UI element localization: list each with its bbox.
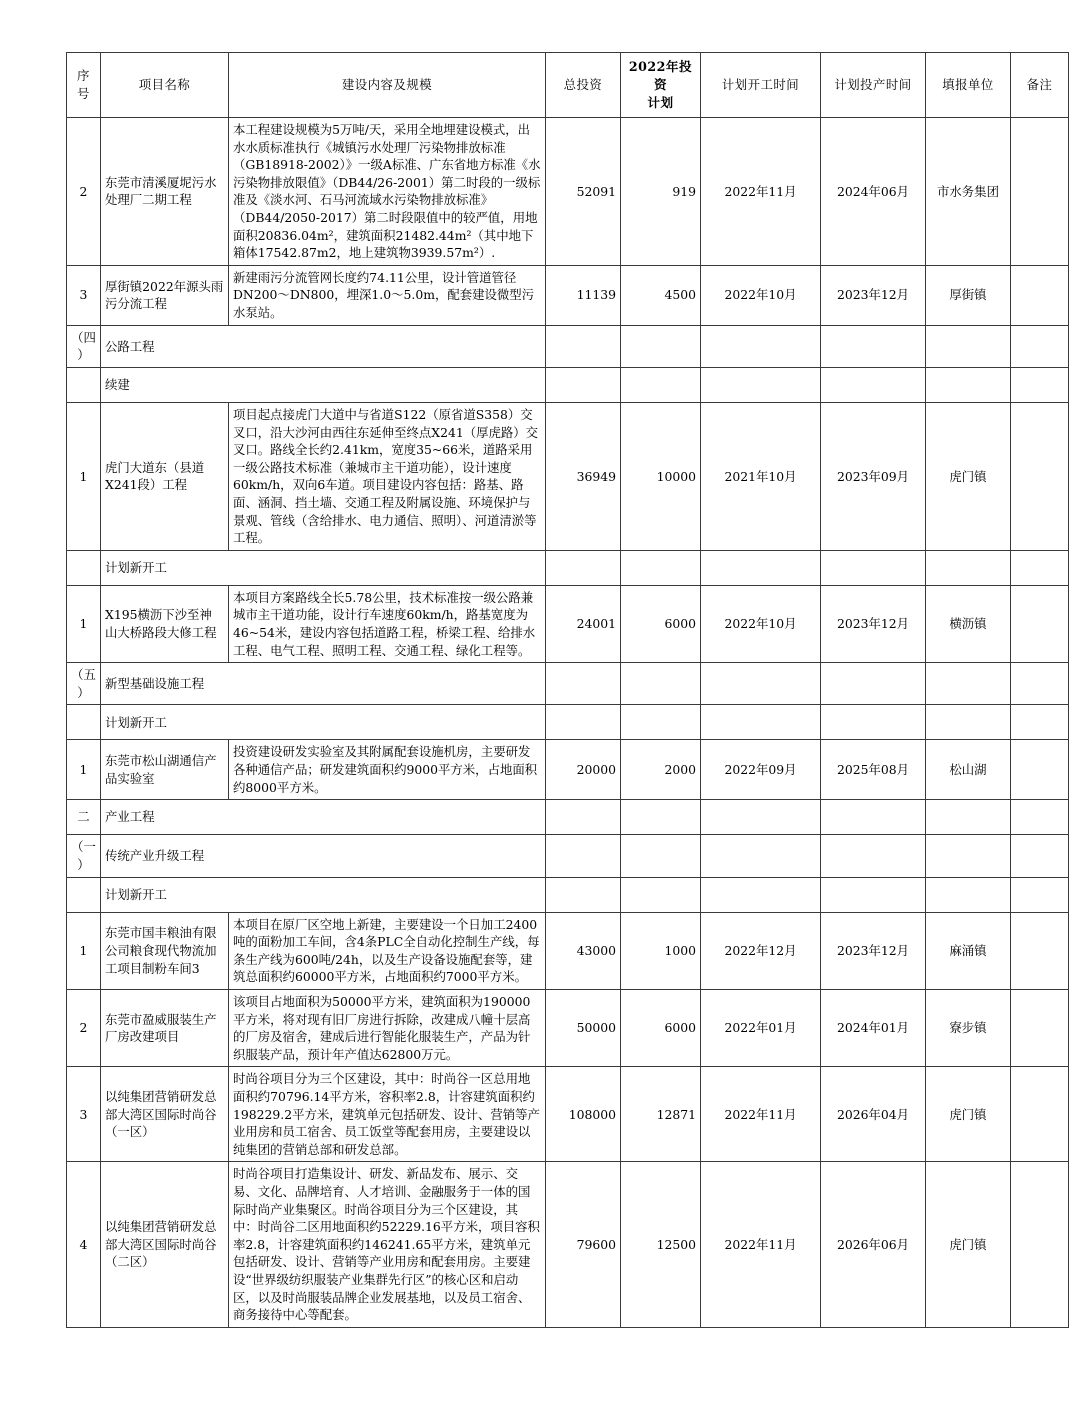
cell-reporting-unit: 横沥镇 <box>926 585 1011 662</box>
section-code: （四） <box>67 325 101 367</box>
cell-seq: 3 <box>67 1067 101 1162</box>
section-empty-unit <box>926 705 1011 740</box>
section-code <box>67 705 101 740</box>
column-header-seq: 序号 <box>67 53 101 118</box>
section-empty-start <box>701 835 821 877</box>
section-empty-prod <box>821 705 926 740</box>
cell-description: 新建雨污分流管网长度约74.11公里，设计管道管径DN200～DN800，埋深1.0～5.0m，配套建设微型污水泵站。 <box>229 265 546 325</box>
plan-header-line1: 2022年投资 <box>628 59 693 93</box>
cell-production-time: 2023年12月 <box>821 912 926 989</box>
table-body <box>67 118 1069 1328</box>
cell-project-name: 厚街镇2022年源头雨污分流工程 <box>101 265 229 325</box>
section-label: 产业工程 <box>101 800 546 835</box>
section-empty-total <box>546 705 621 740</box>
column-header-start: 计划开工时间 <box>701 53 821 118</box>
section-empty-remark <box>1011 835 1069 877</box>
cell-total-investment: 11139 <box>546 265 621 325</box>
section-empty-remark <box>1011 705 1069 740</box>
cell-2022-plan: 919 <box>621 118 701 266</box>
cell-reporting-unit: 松山湖 <box>926 740 1011 800</box>
cell-remark <box>1011 912 1069 989</box>
cell-total-investment: 24001 <box>546 585 621 662</box>
cell-start-time: 2022年11月 <box>701 118 821 266</box>
section-empty-remark <box>1011 325 1069 367</box>
section-label: 计划新开工 <box>101 705 546 740</box>
cell-start-time: 2022年11月 <box>701 1067 821 1162</box>
cell-seq: 3 <box>67 265 101 325</box>
cell-production-time: 2026年04月 <box>821 1067 926 1162</box>
cell-total-investment: 36949 <box>546 402 621 550</box>
cell-production-time: 2026年06月 <box>821 1162 926 1327</box>
section-label: 计划新开工 <box>101 550 546 585</box>
cell-reporting-unit: 麻涌镇 <box>926 912 1011 989</box>
cell-remark <box>1011 585 1069 662</box>
section-empty-remark <box>1011 800 1069 835</box>
table-row <box>67 740 1069 800</box>
section-empty-start <box>701 877 821 912</box>
cell-project-name: 虎门大道东（县道X241段）工程 <box>101 402 229 550</box>
section-empty-unit <box>926 877 1011 912</box>
cell-2022-plan: 1000 <box>621 912 701 989</box>
cell-description: 时尚谷项目分为三个区建设，其中：时尚谷一区总用地面积约70796.14平方米，容积率2.8，计容建筑面积约198229.2平方米，建筑单元包括研发、设计、营销等产业用房和员工宿舍、员工饭堂等配套用房，主要建设以纯集团的营销总部和研发总部。 <box>229 1067 546 1162</box>
cell-production-time: 2025年08月 <box>821 740 926 800</box>
section-code <box>67 550 101 585</box>
section-empty-plan <box>621 550 701 585</box>
table-row <box>67 585 1069 662</box>
cell-2022-plan: 6000 <box>621 989 701 1066</box>
section-empty-prod <box>821 800 926 835</box>
section-empty-unit <box>926 325 1011 367</box>
section-empty-prod <box>821 550 926 585</box>
cell-production-time: 2023年12月 <box>821 585 926 662</box>
cell-total-investment: 50000 <box>546 989 621 1066</box>
column-header-unit: 填报单位 <box>926 53 1011 118</box>
cell-start-time: 2022年12月 <box>701 912 821 989</box>
project-investment-table <box>66 52 1069 1328</box>
cell-description: 项目起点接虎门大道中与省道S122（原省道S358）交叉口，沿大沙河由西往东延伸至终点X241（厚虎路）交叉口。路线全长约2.41km，宽度35~66米，道路采用一级公路技术标准（兼城市主干道功能），设计速度60km/h，双向6车道。项目建设内容包括：路基、路面、涵洞、挡土墙、交通工程及附属设施、环境保护与景观、管线（含给排水、电力通信、照明）、河道清淤等工程。 <box>229 402 546 550</box>
cell-remark <box>1011 1067 1069 1162</box>
cell-start-time: 2022年11月 <box>701 1162 821 1327</box>
section-empty-prod <box>821 877 926 912</box>
cell-project-name: 东莞市盈威服装生产厂房改建项目 <box>101 989 229 1066</box>
cell-project-name: 以纯集团营销研发总部大湾区国际时尚谷（一区） <box>101 1067 229 1162</box>
section-empty-remark <box>1011 550 1069 585</box>
section-empty-prod <box>821 367 926 402</box>
section-empty-plan <box>621 663 701 705</box>
cell-seq: 1 <box>67 402 101 550</box>
cell-2022-plan: 6000 <box>621 585 701 662</box>
cell-start-time: 2022年01月 <box>701 989 821 1066</box>
table-row <box>67 989 1069 1066</box>
cell-remark <box>1011 265 1069 325</box>
cell-production-time: 2024年01月 <box>821 989 926 1066</box>
section-empty-remark <box>1011 367 1069 402</box>
cell-2022-plan: 12871 <box>621 1067 701 1162</box>
section-empty-total <box>546 835 621 877</box>
section-label: 公路工程 <box>101 325 546 367</box>
section-empty-start <box>701 663 821 705</box>
table-row <box>67 1067 1069 1162</box>
section-empty-total <box>546 325 621 367</box>
section-empty-unit <box>926 550 1011 585</box>
section-row <box>67 325 1069 367</box>
cell-total-investment: 52091 <box>546 118 621 266</box>
cell-remark <box>1011 989 1069 1066</box>
section-empty-total <box>546 367 621 402</box>
cell-reporting-unit: 虎门镇 <box>926 402 1011 550</box>
cell-total-investment: 43000 <box>546 912 621 989</box>
section-empty-plan <box>621 835 701 877</box>
cell-seq: 4 <box>67 1162 101 1327</box>
cell-reporting-unit: 虎门镇 <box>926 1067 1011 1162</box>
cell-description: 本工程建设规模为5万吨/天，采用全地埋建设模式，出水水质标准执行《城镇污水处理厂污染物排放标准（GB18918-2002）》一级A标准、广东省地方标准《水污染物排放限值》（DB44/26-2001）第二时段的一级标准及《淡水河、石马河流域水污染物排放标准》（DB44/2050-2017）第二时段限值中的较严值，用地面积20836.04m²，建筑面积21482.44m²（其中地下箱体17542.87m2，地上建筑物3939.57m²）. <box>229 118 546 266</box>
cell-2022-plan: 12500 <box>621 1162 701 1327</box>
cell-2022-plan: 4500 <box>621 265 701 325</box>
cell-project-name: 东莞市清溪厦坭污水处理厂二期工程 <box>101 118 229 266</box>
column-header-name: 项目名称 <box>101 53 229 118</box>
column-header-remark: 备注 <box>1011 53 1069 118</box>
section-row <box>67 705 1069 740</box>
section-empty-prod <box>821 325 926 367</box>
section-empty-unit <box>926 835 1011 877</box>
section-empty-total <box>546 550 621 585</box>
section-empty-start <box>701 705 821 740</box>
cell-total-investment: 20000 <box>546 740 621 800</box>
cell-seq: 1 <box>67 740 101 800</box>
cell-seq: 2 <box>67 989 101 1066</box>
section-empty-prod <box>821 663 926 705</box>
cell-total-investment: 79600 <box>546 1162 621 1327</box>
cell-start-time: 2021年10月 <box>701 402 821 550</box>
column-header-prod: 计划投产时间 <box>821 53 926 118</box>
table-row <box>67 265 1069 325</box>
section-label: 新型基础设施工程 <box>101 663 546 705</box>
cell-2022-plan: 2000 <box>621 740 701 800</box>
table-header-row <box>67 53 1069 118</box>
cell-reporting-unit: 厚街镇 <box>926 265 1011 325</box>
section-empty-remark <box>1011 877 1069 912</box>
section-row <box>67 663 1069 705</box>
section-empty-plan <box>621 877 701 912</box>
section-empty-plan <box>621 705 701 740</box>
cell-remark <box>1011 1162 1069 1327</box>
plan-header-line2: 计划 <box>647 94 674 110</box>
table-row <box>67 1162 1069 1327</box>
section-empty-start <box>701 800 821 835</box>
section-row <box>67 800 1069 835</box>
section-empty-unit <box>926 800 1011 835</box>
cell-start-time: 2022年10月 <box>701 585 821 662</box>
section-row <box>67 877 1069 912</box>
cell-start-time: 2022年10月 <box>701 265 821 325</box>
cell-total-investment: 108000 <box>546 1067 621 1162</box>
cell-reporting-unit: 寮步镇 <box>926 989 1011 1066</box>
section-label: 传统产业升级工程 <box>101 835 546 877</box>
section-code <box>67 877 101 912</box>
cell-project-name: X195横沥下沙至神山大桥路段大修工程 <box>101 585 229 662</box>
cell-description: 本项目方案路线全长5.78公里，技术标准按一级公路兼城市主干道功能，设计行车速度60km/h，路基宽度为46~54米，建设内容包括道路工程，桥梁工程、给排水工程、电气工程、照明工程、交通工程、绿化工程等。 <box>229 585 546 662</box>
cell-seq: 2 <box>67 118 101 266</box>
table-header <box>67 53 1069 118</box>
column-header-total: 总投资 <box>546 53 621 118</box>
section-row <box>67 835 1069 877</box>
cell-remark <box>1011 740 1069 800</box>
section-row <box>67 550 1069 585</box>
section-empty-prod <box>821 835 926 877</box>
table-row <box>67 912 1069 989</box>
cell-start-time: 2022年09月 <box>701 740 821 800</box>
section-row <box>67 367 1069 402</box>
section-label: 续建 <box>101 367 546 402</box>
section-empty-plan <box>621 800 701 835</box>
section-code <box>67 367 101 402</box>
cell-reporting-unit: 虎门镇 <box>926 1162 1011 1327</box>
cell-2022-plan: 10000 <box>621 402 701 550</box>
section-empty-start <box>701 325 821 367</box>
section-empty-unit <box>926 663 1011 705</box>
cell-production-time: 2024年06月 <box>821 118 926 266</box>
cell-reporting-unit: 市水务集团 <box>926 118 1011 266</box>
cell-seq: 1 <box>67 912 101 989</box>
section-code: （五） <box>67 663 101 705</box>
section-label: 计划新开工 <box>101 877 546 912</box>
section-empty-total <box>546 877 621 912</box>
column-header-desc: 建设内容及规模 <box>229 53 546 118</box>
section-empty-total <box>546 663 621 705</box>
cell-project-name: 以纯集团营销研发总部大湾区国际时尚谷（二区） <box>101 1162 229 1327</box>
cell-description: 投资建设研发实验室及其附属配套设施机房，主要研发各种通信产品；研发建筑面积约9000平方米，占地面积约8000平方米。 <box>229 740 546 800</box>
column-header-plan <box>621 53 701 118</box>
section-empty-unit <box>926 367 1011 402</box>
cell-seq: 1 <box>67 585 101 662</box>
cell-description: 时尚谷项目打造集设计、研发、新品发布、展示、交易、文化、品牌培育、人才培训、金融服务于一体的国际时尚产业集聚区。时尚谷项目分为三个区建设，其中：时尚谷二区用地面积约52229.16平方米，项目容积率2.8，计容建筑面积约146241.65平方米，建筑单元包括研发、设计、营销等产业用房和配套用房。主要建设“世界级纺织服装产业集群先行区”的核心区和启动区，以及时尚服装品牌企业发展基地，以及员工宿舍、商务接待中心等配套。 <box>229 1162 546 1327</box>
cell-remark <box>1011 402 1069 550</box>
cell-project-name: 东莞市国丰粮油有限公司粮食现代物流加工项目制粉车间3 <box>101 912 229 989</box>
cell-project-name: 东莞市松山湖通信产品实验室 <box>101 740 229 800</box>
section-code: 二 <box>67 800 101 835</box>
section-empty-plan <box>621 367 701 402</box>
section-empty-start <box>701 367 821 402</box>
section-code: （一） <box>67 835 101 877</box>
cell-production-time: 2023年12月 <box>821 265 926 325</box>
section-empty-plan <box>621 325 701 367</box>
section-empty-remark <box>1011 663 1069 705</box>
cell-description: 本项目在原厂区空地上新建，主要建设一个日加工2400吨的面粉加工车间，含4条PLC全自动化控制生产线，每条生产线为600吨/24h，以及生产设备设施配套等，建筑总面积约60000平方米，占地面积约7000平方米。 <box>229 912 546 989</box>
cell-remark <box>1011 118 1069 266</box>
cell-description: 该项目占地面积为50000平方米，建筑面积为190000平方米，将对现有旧厂房进行拆除，改建成八幢十层高的厂房及宿舍，建成后进行智能化服装生产，产品为针织服装产品，预计年产值达62800万元。 <box>229 989 546 1066</box>
section-empty-start <box>701 550 821 585</box>
section-empty-total <box>546 800 621 835</box>
table-row <box>67 118 1069 266</box>
cell-production-time: 2023年09月 <box>821 402 926 550</box>
table-row <box>67 402 1069 550</box>
